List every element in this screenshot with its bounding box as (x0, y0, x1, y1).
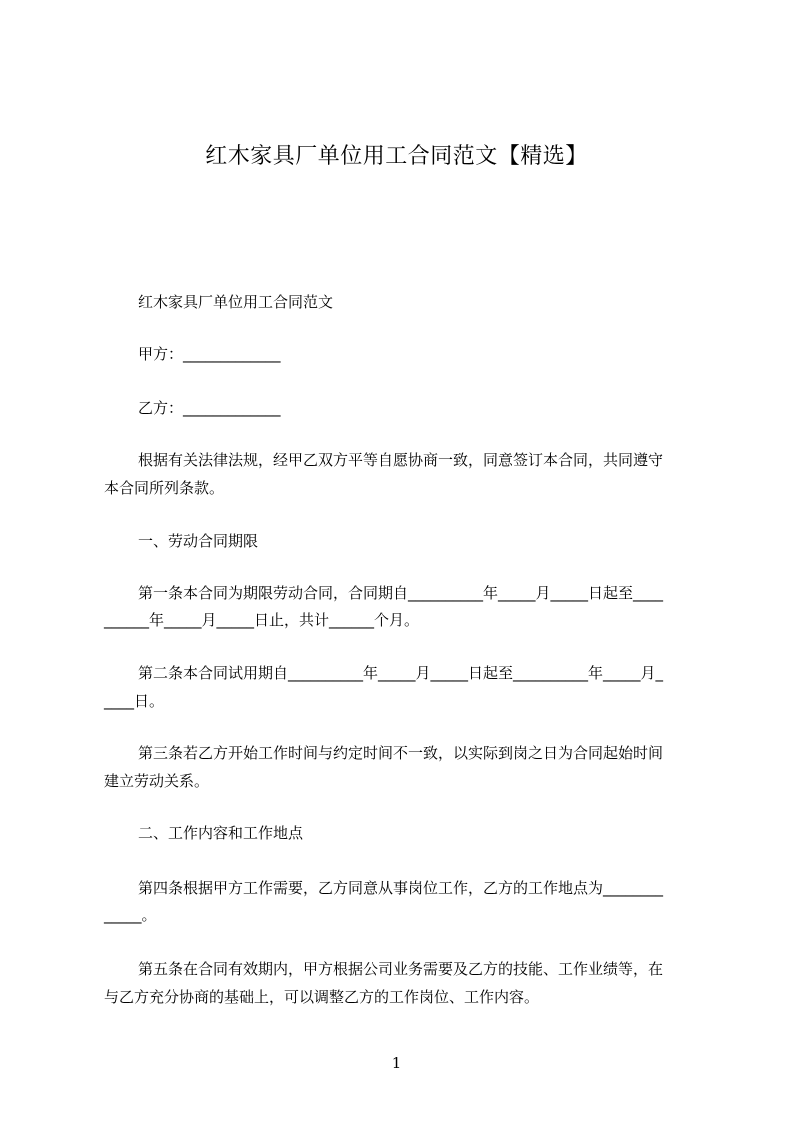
page-number: 1 (391, 1054, 402, 1072)
intro-paragraph-line-1: 根据有关法律法规，经甲乙双方平等自愿协商一致，同意签订本合同，共同遵守 (138, 451, 664, 469)
section-heading-term: 一、劳动合同期限 (138, 532, 259, 550)
section-heading-work: 二、工作内容和工作地点 (138, 824, 304, 842)
document-title: 红木家具厂单位用工合同范文【精选】 (205, 144, 588, 169)
article-5-line-1: 第五条在合同有效期内，甲方根据公司业务需要及乙方的技能、工作业绩等，在 (138, 960, 664, 978)
article-3-line-1: 第三条若乙方开始工作时间与约定时间不一致，以实际到岗之日为合同起始时间 (138, 744, 664, 762)
article-3-line-2: 建立劳动关系。 (104, 772, 210, 790)
article-2-line-1: 第二条本合同试用期自__________年_____月_____日起至__________年_____月_ (138, 664, 664, 682)
intro-paragraph-line-2: 本合同所列条款。 (104, 479, 225, 497)
article-5-line-2: 与乙方充分协商的基础上，可以调整乙方的工作岗位、工作内容。 (104, 988, 540, 1006)
article-2-line-2: ____日。 (104, 692, 165, 710)
article-1-line-1: 第一条本合同为期限劳动合同，合同期自__________年_____月_____日起至____ (138, 584, 664, 602)
article-4-line-1: 第四条根据甲方工作需要，乙方同意从事岗位工作，乙方的工作地点为________ (138, 879, 664, 897)
document-subtitle: 红木家具厂单位用工合同范文 (138, 293, 334, 311)
party-b-line: 乙方：_____________ (138, 399, 281, 417)
party-a-line: 甲方：_____________ (138, 345, 281, 363)
article-1-line-2: ______年_____月_____日止，共计______个月。 (104, 611, 420, 629)
article-4-line-2: _____。 (104, 906, 157, 924)
